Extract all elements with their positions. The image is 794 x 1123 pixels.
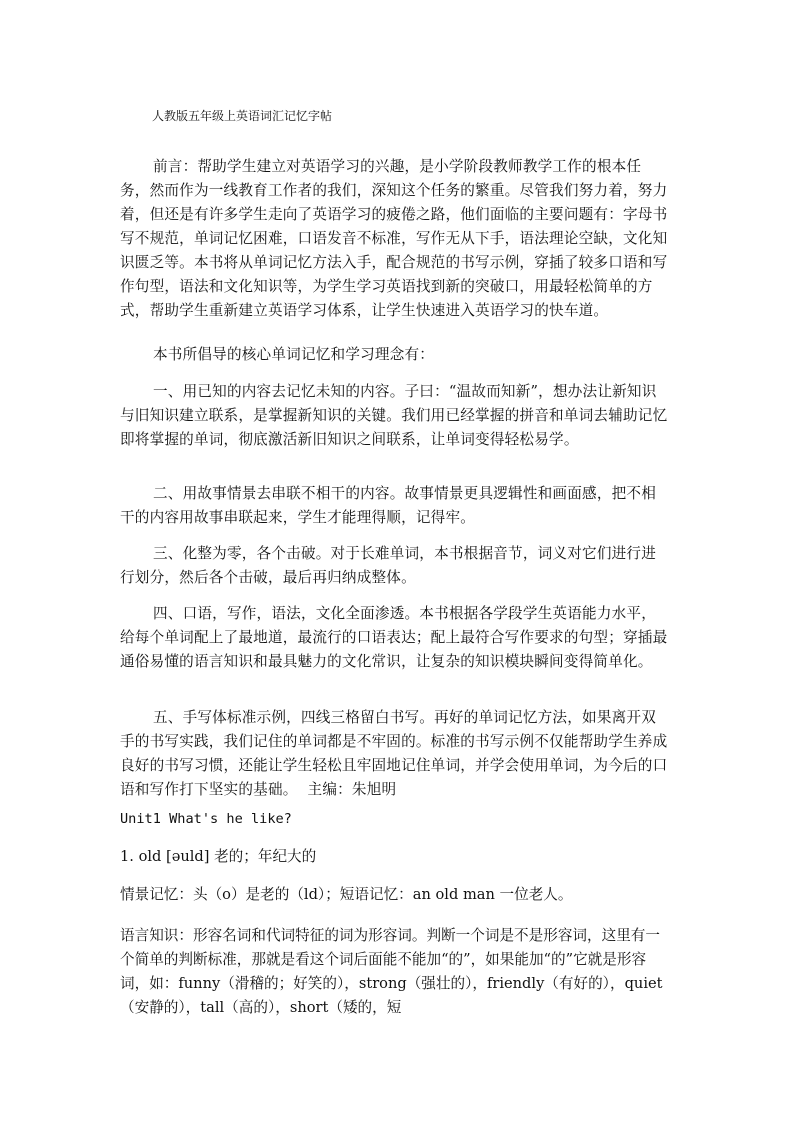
unit-heading: Unit1 What's he like? [120, 811, 292, 827]
principle-1-paragraph: 一、用已知的内容去记忆未知的内容。子曰：“温故而知新”，想办法让新知识与旧知识建立联系，是掌握新知识的关键。我们用已经掌握的拼音和单词去辅助记忆即将掌握的单词，彻底激活新旧知识之间联系，让单词变得轻松易学。 [120, 383, 668, 448]
language-knowledge-paragraph: 语言知识：形容名词和代词特征的词为形容词。判断一个词是不是形容词，这里有一个简单的判断标准，那就是看这个词后面能不能加“的”，如果能加“的”它就是形容词，如：funny（滑稽的；好笑的），strong（强壮的），friendly（有好的），quiet（安静的），tall（高的），short（矮的，短 [120, 927, 663, 1016]
principle-5-text: 五、手写体标准示例，四线三格留白书写。再好的单词记忆方法，如果离开双手的书写实践，我们记住的单词都是不牢固的。标准的书写示例不仅能帮助学生养成良好的书写习惯，还能让学生轻松且牢固地记住单词，并学会使用单词，为今后的口语和写作打下坚实的基础。 [120, 709, 668, 798]
principle-2-paragraph: 二、用故事情景去串联不相干的内容。故事情景更具逻辑性和画面感，把不相干的内容用故事串联起来，学生才能理得顺，记得牢。 [120, 485, 656, 526]
core-intro-paragraph: 本书所倡导的核心单词记忆和学习理念有： [153, 346, 435, 363]
scene-memory-line: 情景记忆：头（o）是老的（ld）；短语记忆：an old man 一位老人。 [120, 886, 573, 903]
principle-4-paragraph: 四、口语，写作，语法，文化全面渗透。本书根据各学段学生英语能力水平，给每个单词配上了最地道，最流行的口语表达；配上最符合写作要求的句型；穿插最通俗易懂的语言知识和最具魅力的文化常识，让复杂的知识模块瞬间变得简单化。 [120, 605, 668, 670]
principle-5-paragraph [120, 706, 668, 802]
principle-3-paragraph: 三、化整为零，各个击破。对于长难单词，本书根据音节，词义对它们进行进行划分，然后各个击破，最后再归纳成整体。 [120, 545, 656, 586]
editor-credit: 主编：朱旭明 [307, 781, 397, 798]
document-title: 人教版五年级上英语词汇记忆字帖 [152, 109, 333, 123]
preface-paragraph: 前言：帮助学生建立对英语学习的兴趣，是小学阶段教师教学工作的根本任务，然而作为一线教育工作者的我们，深知这个任务的繁重。尽管我们努力着，努力着，但还是有许多学生走向了英语学习的疲倦之路，他们面临的主要问题有：字母书写不规范，单词记忆困难，口语发音不标准，写作无从下手，语法理论空缺，文化知识匮乏等。本书将从单词记忆方法入手，配合规范的书写示例，穿插了较多口语和写作句型，语法和文化知识等，为学生学习英语找到新的突破口，用最轻松简单的方式，帮助学生重新建立英语学习体系，让学生快速进入英语学习的快车道。 [120, 158, 668, 319]
vocab-entry-old: 1. old [əuld] 老的；年纪大的 [120, 848, 317, 865]
